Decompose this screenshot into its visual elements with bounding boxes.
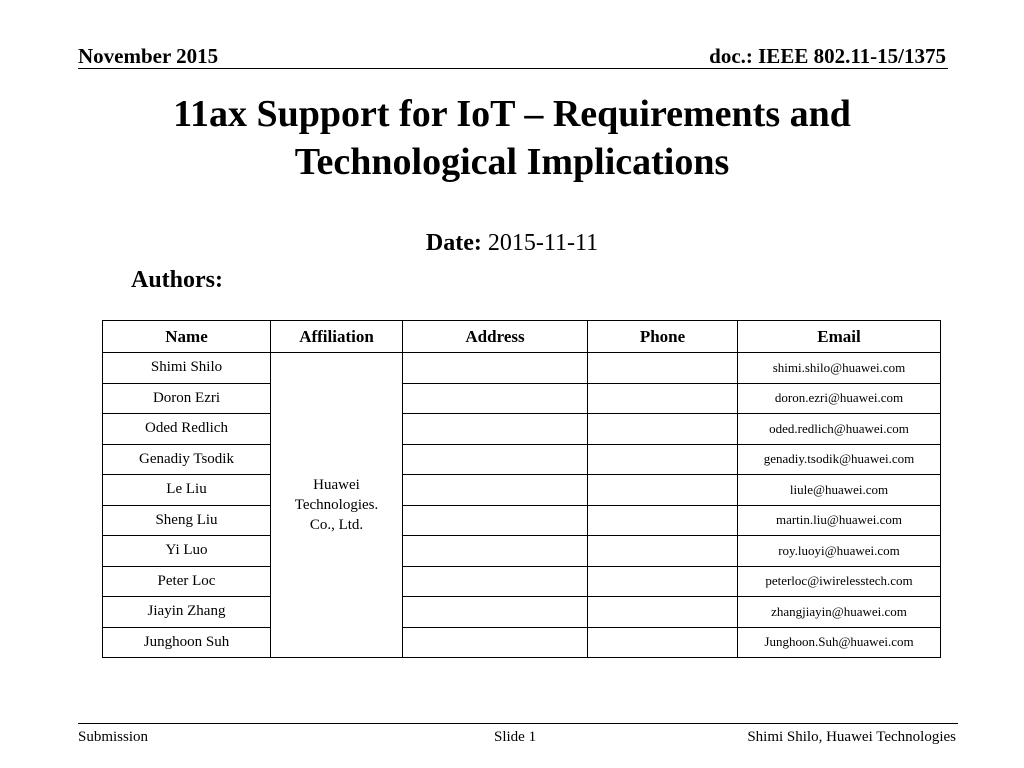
author-phone — [588, 475, 738, 506]
author-name: Genadiy Tsodik — [103, 444, 271, 475]
author-name: Sheng Liu — [103, 505, 271, 536]
slide-title — [0, 90, 1024, 186]
author-name: Jiayin Zhang — [103, 597, 271, 628]
column-header-email: Email — [738, 321, 941, 353]
author-address — [403, 444, 588, 475]
author-email: liule@huawei.com — [738, 475, 941, 506]
footer-author: Shimi Shilo, Huawei Technologies — [747, 729, 956, 745]
author-address — [403, 383, 588, 414]
author-address — [403, 536, 588, 567]
author-phone — [588, 505, 738, 536]
author-name: Le Liu — [103, 475, 271, 506]
slide-title-line-2: Technological Implications — [294, 141, 730, 183]
column-header-affiliation: Affiliation — [271, 321, 403, 353]
author-name: Doron Ezri — [103, 383, 271, 414]
header-doc-number: doc.: IEEE 802.11-15/1375 — [709, 44, 946, 68]
author-phone — [588, 444, 738, 475]
author-name: Junghoon Suh — [103, 627, 271, 658]
table-row — [103, 383, 941, 414]
authors-table — [102, 320, 941, 658]
authors-label: Authors: — [131, 267, 224, 293]
author-address — [403, 566, 588, 597]
header-date: November 2015 — [78, 44, 219, 68]
table-row — [103, 597, 941, 628]
author-phone — [588, 597, 738, 628]
author-affiliation — [271, 353, 403, 658]
author-address — [403, 414, 588, 445]
author-name: Yi Luo — [103, 536, 271, 567]
author-address — [403, 353, 588, 384]
header-divider — [78, 68, 948, 69]
author-address — [403, 505, 588, 536]
author-email: martin.liu@huawei.com — [738, 505, 941, 536]
author-phone — [588, 627, 738, 658]
author-email: Junghoon.Suh@huawei.com — [738, 627, 941, 658]
author-name: Shimi Shilo — [103, 353, 271, 384]
author-address — [403, 475, 588, 506]
table-row — [103, 536, 941, 567]
author-name: Oded Redlich — [103, 414, 271, 445]
author-email: shimi.shilo@huawei.com — [738, 353, 941, 384]
author-phone — [588, 536, 738, 567]
table-header-row — [103, 321, 941, 353]
table-row — [103, 505, 941, 536]
table-row — [103, 566, 941, 597]
column-header-phone: Phone — [588, 321, 738, 353]
author-phone — [588, 383, 738, 414]
table-row — [103, 353, 941, 384]
footer-divider — [78, 723, 958, 724]
affiliation-line: Technologies. — [294, 497, 379, 513]
date-value: 2015-11-11 — [487, 230, 599, 256]
footer-slide-number: Slide 1 — [494, 729, 537, 745]
column-header-address: Address — [403, 321, 588, 353]
author-phone — [588, 414, 738, 445]
author-email: doron.ezri@huawei.com — [738, 383, 941, 414]
author-name: Peter Loc — [103, 566, 271, 597]
table-row — [103, 414, 941, 445]
author-phone — [588, 353, 738, 384]
author-address — [403, 597, 588, 628]
affiliation-line: Huawei — [313, 477, 360, 493]
affiliation-line: Co., Ltd. — [309, 517, 364, 533]
author-address — [403, 627, 588, 658]
table-row — [103, 627, 941, 658]
footer-submission: Submission — [78, 729, 149, 745]
author-email: peterloc@iwirelesstech.com — [738, 566, 941, 597]
author-email: zhangjiayin@huawei.com — [738, 597, 941, 628]
table-row — [103, 475, 941, 506]
column-header-name: Name — [103, 321, 271, 353]
slide-title-line-1: 11ax Support for IoT – Requirements and — [173, 93, 851, 135]
author-phone — [588, 566, 738, 597]
table-row — [103, 444, 941, 475]
date-label: Date: — [425, 230, 482, 256]
author-email: oded.redlich@huawei.com — [738, 414, 941, 445]
author-email: genadiy.tsodik@huawei.com — [738, 444, 941, 475]
author-email: roy.luoyi@huawei.com — [738, 536, 941, 567]
date-line — [0, 230, 1024, 257]
